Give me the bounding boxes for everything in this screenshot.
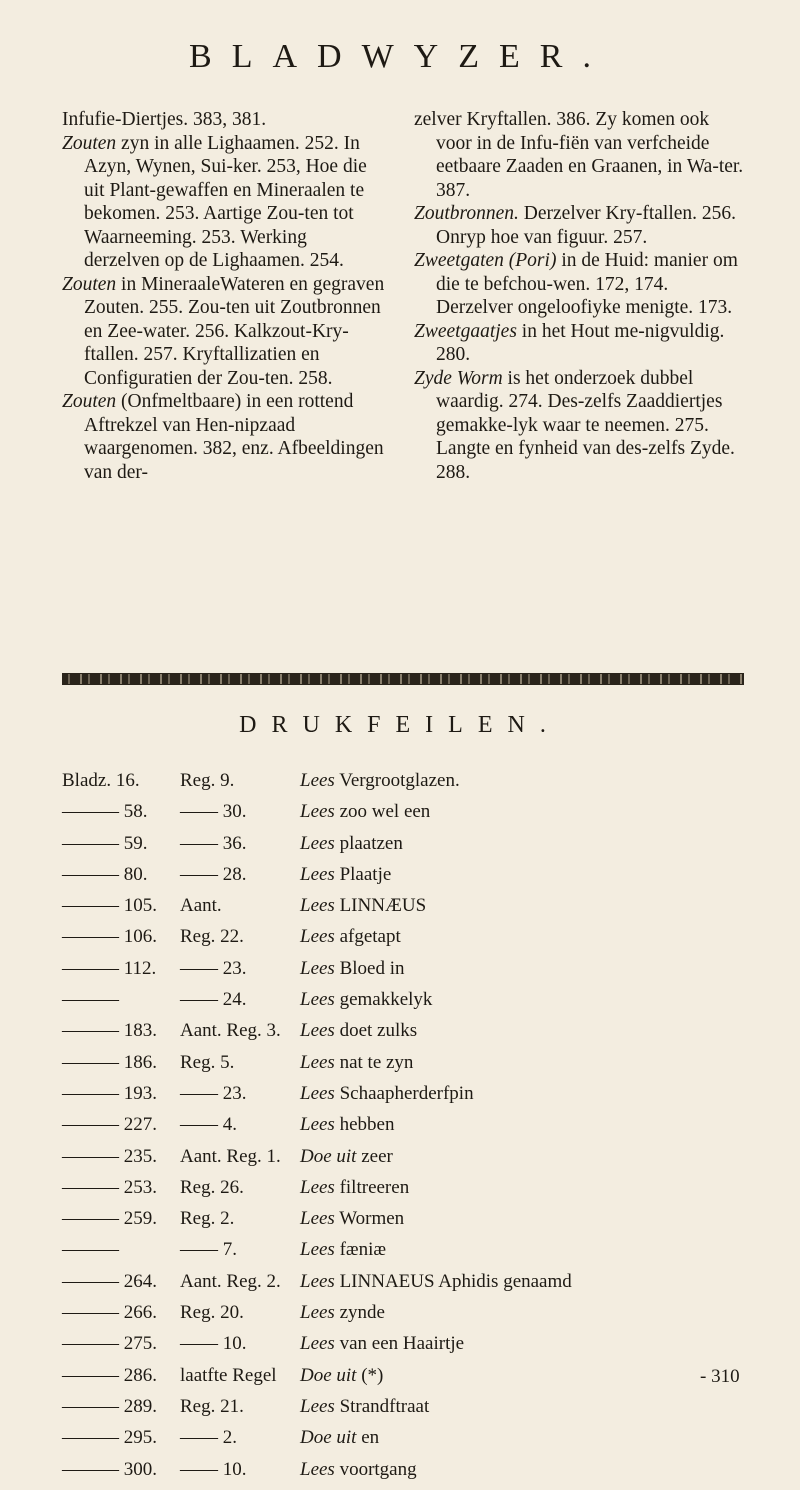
index-entry	[62, 132, 387, 273]
errata-page: ——— 59.	[62, 832, 148, 854]
errata-instruction: Lees	[300, 1333, 335, 1355]
entry-head: Zweetgaten (Pori)	[414, 250, 557, 271]
errata-correction: Vergrootglazen.	[334, 770, 460, 791]
errata-line: —— 7.	[180, 1239, 237, 1261]
index-entry	[414, 108, 744, 202]
errata-correction: Strandftraat	[334, 1395, 430, 1417]
entry-text: zyn in alle Lighaamen. 252. In Azyn, Wynen, Sui-ker. 253, Hoe die uit Plant-gewaffen en Mineraalen te bekomen. 253. Aartige Zou-ten tot Waarneeming. 253. Werking derzelven op de Lighaamen. 254.	[84, 132, 367, 271]
errata-instruction: Lees	[300, 1176, 335, 1198]
errata-row	[62, 926, 752, 957]
index-column-left	[62, 108, 387, 484]
errata-line: —— 10.	[180, 1333, 247, 1355]
errata-page: ——— 106.	[62, 926, 157, 948]
errata-line: Reg. 21.	[180, 1395, 244, 1417]
errata-instruction: Lees	[300, 1051, 335, 1073]
index-entry	[62, 108, 387, 132]
errata-row	[62, 1271, 752, 1302]
entry-text: (Onfmeltbaare) in een rottend Aftrekzel van Hen-nipzaad waargenomen. 382, enz. Afbeeldingen van der-	[84, 391, 384, 483]
errata-correction: zeer	[356, 1145, 393, 1167]
errata-row	[62, 770, 752, 801]
errata-line: —— 2.	[180, 1427, 237, 1449]
entry-text: Infufie-Diertjes. 383, 381.	[62, 109, 267, 130]
errata-page: Bladz. 16.	[62, 770, 140, 791]
errata-row	[62, 1396, 752, 1427]
errata-instruction: Lees	[300, 832, 335, 854]
entry-text: in de Huid: manier om die te befchou-wen. 172, 174. Derzelver ongeloofiyke menigte. 173.	[436, 250, 738, 318]
errata-instruction: Lees	[300, 1114, 335, 1136]
errata-line: —— 4.	[180, 1114, 237, 1136]
errata-correction: (*)	[356, 1364, 384, 1386]
index-entry	[62, 390, 387, 484]
errata-line: Aant.	[180, 895, 222, 917]
index-column-right	[414, 108, 744, 484]
errata-line: —— 24.	[180, 989, 247, 1011]
errata-line: —— 28.	[180, 863, 247, 885]
errata-line: —— 23.	[180, 957, 247, 979]
errata-row	[62, 895, 752, 926]
errata-row	[62, 801, 752, 832]
errata-line: Reg. 9.	[180, 770, 235, 791]
errata-line: Aant. Reg. 1.	[180, 1145, 281, 1167]
running-title: BLADWYZER.	[189, 38, 611, 75]
errata-line: Aant. Reg. 3.	[180, 1020, 281, 1042]
index-entry	[414, 249, 744, 320]
errata-instruction: Lees	[300, 1020, 335, 1042]
errata-row	[62, 1365, 752, 1396]
errata-correction: LINNÆUS	[334, 895, 427, 917]
errata-correction: van een Haairtje	[334, 1333, 465, 1355]
entry-text: in MineraaleWateren en gegraven Zouten. 255. Zou-ten uit Zoutbronnen en Zee-water. 256. Kalkzout-Kry-ftallen. 257. Kryftallizatien en Configuratien der Zou-ten. 258.	[84, 273, 385, 389]
errata-row	[62, 1177, 752, 1208]
errata-instruction: Doe uit	[300, 1364, 357, 1386]
entry-head: Zouten	[62, 273, 117, 295]
errata-instruction: Lees	[300, 989, 335, 1011]
entry-text: zelver Kryftallen. 386. Zy komen ook voor in de Infu-fiën van verfcheide eetbaare Zaaden en Graanen, in Wa-ter. 387.	[414, 109, 744, 201]
errata-correction: Schaapherderfpin	[334, 1082, 474, 1104]
errata-list	[62, 770, 752, 1490]
errata-correction: nat te zyn	[334, 1051, 414, 1073]
errata-row	[62, 1052, 752, 1083]
errata-instruction: Lees	[300, 801, 335, 823]
errata-page: ——— 266.	[62, 1302, 157, 1324]
errata-page: ——— 235.	[62, 1145, 157, 1167]
errata-page: ——— 289.	[62, 1395, 157, 1417]
errata-row	[62, 864, 752, 895]
errata-instruction: Doe uit	[300, 1145, 357, 1167]
errata-row	[62, 958, 752, 989]
errata-correction: afgetapt	[334, 926, 401, 948]
errata-instruction: Lees	[300, 926, 335, 948]
errata-instruction: Lees	[300, 1239, 335, 1261]
errata-line: —— 23.	[180, 1082, 247, 1104]
errata-instruction: Lees	[300, 1208, 335, 1230]
errata-line: Aant. Reg. 2.	[180, 1270, 281, 1292]
index-entry	[62, 273, 387, 391]
errata-correction: Bloed in	[334, 957, 405, 979]
errata-page: ——— 300.	[62, 1458, 157, 1480]
errata-row	[62, 1083, 752, 1114]
errata-line: Reg. 26.	[180, 1176, 244, 1198]
errata-row	[62, 1333, 752, 1364]
errata-page: ——— 295.	[62, 1427, 157, 1449]
errata-instruction: Lees	[300, 770, 335, 791]
errata-row	[62, 1239, 752, 1270]
errata-page: ——— 186.	[62, 1051, 157, 1073]
errata-row	[62, 833, 752, 864]
catchword: - 310	[700, 1366, 740, 1387]
errata-line: laatfte Regel	[180, 1364, 277, 1386]
errata-row	[62, 1459, 752, 1490]
errata-line: —— 30.	[180, 801, 247, 823]
errata-line: —— 36.	[180, 832, 247, 854]
errata-line: Reg. 2.	[180, 1208, 235, 1230]
errata-instruction: Lees	[300, 957, 335, 979]
errata-row	[62, 1020, 752, 1051]
errata-row	[62, 1146, 752, 1177]
entry-text: is het onderzoek dubbel waardig. 274. Des-zelfs Zaaddiertjes gemakke-lyk waar te neemen. 275. Langte en fynheid van des-zelfs Zyde. 288.	[436, 367, 735, 483]
errata-correction: voortgang	[334, 1458, 417, 1480]
errata-page: ——— 58.	[62, 801, 148, 823]
entry-text: Derzelver Kry-ftallen. 256. Onryp hoe van figuur. 257.	[436, 203, 737, 248]
errata-instruction: Lees	[300, 1395, 335, 1417]
errata-correction: Plaatje	[334, 863, 392, 885]
errata-line: Reg. 22.	[180, 926, 244, 948]
entry-head: Zouten	[62, 391, 117, 412]
index-entry	[414, 367, 744, 485]
entry-head: Zoutbronnen.	[414, 203, 519, 224]
errata-page: ——— 286.	[62, 1364, 157, 1386]
errata-page: ——— 112.	[62, 957, 157, 979]
ornamental-rule	[62, 673, 744, 685]
errata-row	[62, 1302, 752, 1333]
errata-page: ——— 275.	[62, 1333, 157, 1355]
errata-line: Reg. 5.	[180, 1051, 235, 1073]
entry-head: Zweetgaatjes	[414, 320, 517, 342]
index-entry	[414, 320, 744, 367]
errata-page: ——— 253.	[62, 1176, 157, 1198]
entry-text: in het Hout me-nigvuldig. 280.	[436, 320, 725, 365]
errata-title: DRUKFEILEN.	[239, 712, 561, 738]
errata-page: ——— 193.	[62, 1082, 157, 1104]
errata-instruction: Lees	[300, 863, 335, 885]
errata-page: ——— 80.	[62, 863, 148, 885]
errata-correction: LINNAEUS Aphidis genaamd	[334, 1270, 572, 1292]
errata-page: ——— 264.	[62, 1270, 157, 1292]
errata-instruction: Lees	[300, 1270, 335, 1292]
errata-instruction: Lees	[300, 1082, 335, 1104]
errata-instruction: Lees	[300, 1302, 335, 1324]
errata-page: ———	[62, 1239, 119, 1261]
errata-line: —— 10.	[180, 1458, 247, 1480]
errata-instruction: Doe uit	[300, 1427, 357, 1449]
errata-correction: Wormen	[334, 1208, 405, 1230]
entry-head: Zyde Worm	[414, 367, 503, 389]
errata-instruction: Lees	[300, 1458, 335, 1480]
errata-correction: fæniæ	[334, 1239, 387, 1261]
errata-row	[62, 1427, 752, 1458]
errata-correction: filtreeren	[334, 1176, 410, 1198]
errata-page: ——— 105.	[62, 895, 157, 917]
errata-correction: plaatzen	[334, 832, 403, 854]
errata-page: ———	[62, 989, 119, 1011]
errata-instruction: Lees	[300, 895, 335, 917]
errata-page: ——— 259.	[62, 1208, 157, 1230]
index-entry	[414, 202, 744, 249]
errata-correction: en	[356, 1427, 380, 1449]
errata-page: ——— 227.	[62, 1114, 157, 1136]
errata-correction: zynde	[334, 1302, 385, 1324]
errata-line: Reg. 20.	[180, 1302, 244, 1324]
errata-row	[62, 989, 752, 1020]
errata-page: ——— 183.	[62, 1020, 157, 1042]
errata-correction: zoo wel een	[334, 801, 431, 823]
errata-correction: doet zulks	[334, 1020, 418, 1042]
errata-correction: gemakkelyk	[334, 989, 433, 1011]
entry-head: Zouten	[62, 132, 117, 154]
errata-correction: hebben	[334, 1114, 395, 1136]
errata-row	[62, 1208, 752, 1239]
errata-row	[62, 1114, 752, 1145]
